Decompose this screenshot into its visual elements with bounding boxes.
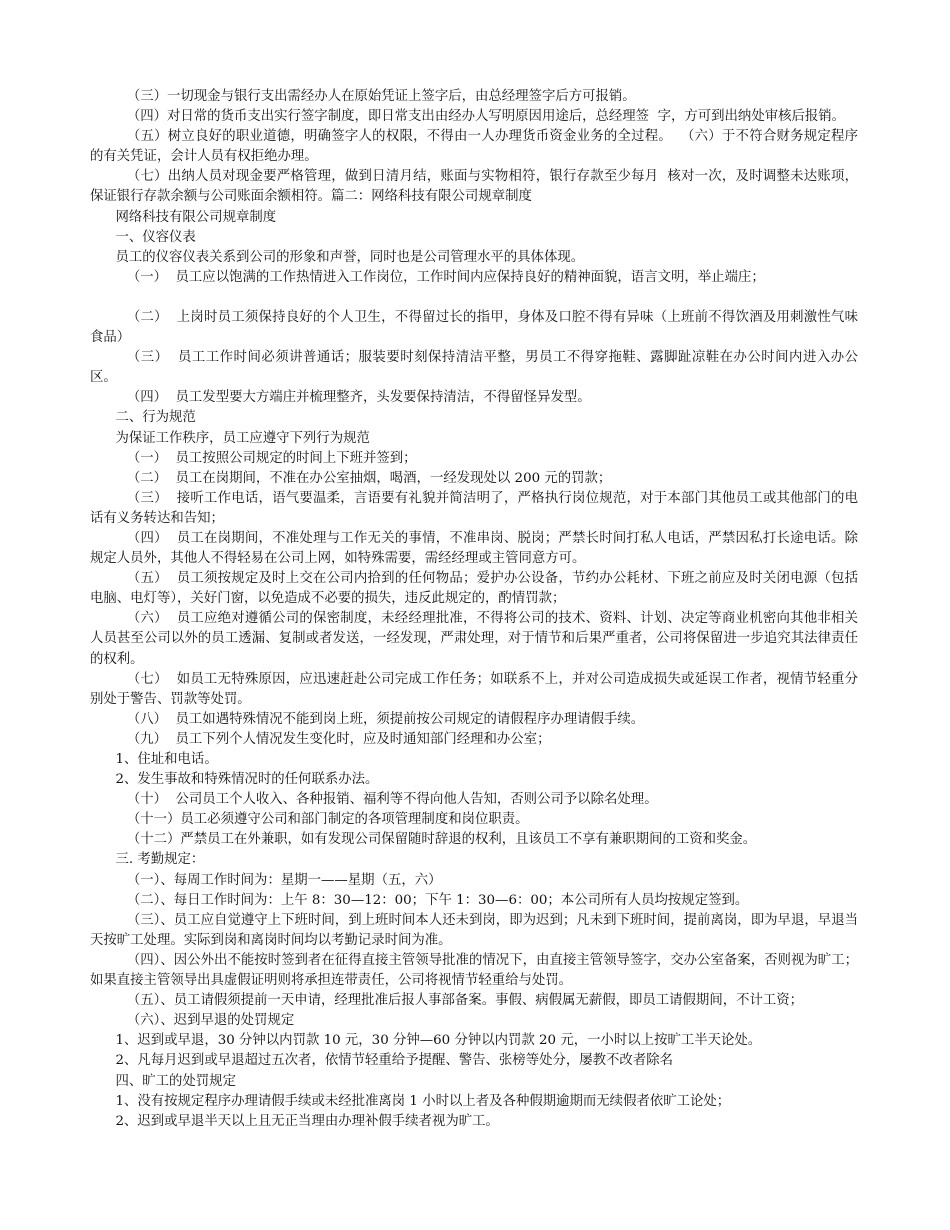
blank-line (90, 288, 858, 308)
paragraph: （三） 接听工作电话，语气要温柔，言语要有礼貌并简洁明了，严格执行岗位规范，对于本部门其他员工或其他部门的电话有义务转达和告知； (90, 490, 858, 526)
paragraph: （三） 员工工作时间必须讲普通话；服装要时刻保持清洁平整，男员工不得穿拖鞋、露脚趾凉鞋在办公时间内进入办公区。 (90, 350, 858, 386)
paragraph: （七）出纳人员对现金要严格管理，做到日清月结，账面与实物相符，银行存款至少每月 核对一次，及时调整未达账项，保证银行存款余额与公司账面余额相符。篇二：网络科技有限公司规章制度 (90, 169, 858, 205)
paragraph: （四）、因公外出不能按时签到者在征得直接主管领导批准的情况下，由直接主管领导签字，交办公室备案，否则视为旷工；如果直接主管领导出具虚假证明则将承担连带责任，公司将视情节轻重给与处罚。 (90, 952, 858, 989)
list-item: 2、发生事故和特殊情况时的任何联系办法。 (115, 772, 379, 788)
paragraph: （三）、员工应自觉遵守上下班时间，到上班时间本人还未到岗，即为迟到；凡未到下班时间，提前离岗，即为早退，早退当天按旷工处理。实际到岗和离岗时间均以考勤记录时间为准。 (90, 912, 858, 948)
paragraph: （三）一切现金与银行支出需经办人在原始凭证上签字后，由总经理签字后方可报销。 (126, 89, 636, 104)
paragraph: （十一）员工必须遵守公司和部门制定的各项管理制度和岗位职责。 (126, 812, 529, 828)
list-item: 1、迟到或早退，30 分钟以内罚款 10 元，30 分钟—60 分钟以内罚款 20 元，一小时以上按旷工半天论处。 (115, 1033, 762, 1049)
section-heading: 三. 考勤规定： (115, 852, 205, 868)
paragraph: （六） 员工应绝对遵循公司的保密制度，未经经理批准，不得将公司的技术、资料、计划、决定等商业机密向其他非相关人员甚至公司以外的员工透漏、复制或者发送，一经发现，严肃处理，对于情节和后果严重者，公司将保留进一步追究其法律责任的权利。 (90, 611, 858, 667)
paragraph: （五）树立良好的职业道德，明确签字人的权限，不得由一人办理货币资金业务的全过程。 （六）于不符合财务规定程序的有关凭证，会计人员有权拒绝办理。 (90, 129, 858, 165)
document-title: 网络科技有限公司规章制度 (115, 209, 277, 225)
list-item: 2、迟到或早退半天以上且无正当理由办理补假手续者视为旷工。 (115, 1113, 499, 1129)
paragraph: （五）、员工请假须提前一天申请，经理批准后报人事部备案。事假、病假属无薪假，即员工请假期间，不计工资； (126, 993, 804, 1009)
paragraph: （一） 员工按照公司规定的时间上下班并签到； (126, 450, 417, 466)
list-item: 1、没有按规定程序办理请假手续或未经批准离岗 1 小时以上者及各种假期逾期而无续假者依旷工论处； (115, 1093, 731, 1109)
paragraph: 员工的仪容仪表关系到公司的形象和声誉，同时也是公司管理水平的具体体现。 (115, 249, 585, 265)
paragraph: （二） 上岗时员工须保持良好的个人卫生，不得留过长的指甲，身体及口腔不得有异味（上班前不得饮酒及用刺激性气味食品） (90, 309, 858, 346)
paragraph: （八） 员工如遇特殊情况不能到岗上班，须提前按公司规定的请假程序办理请假手续。 (126, 711, 645, 727)
list-item: 1、住址和电话。 (115, 752, 218, 767)
paragraph: （九） 员工下列个人情况发生变化时，应及时通知部门经理和办公室； (126, 731, 551, 747)
section-heading: 二、行为规范 (115, 410, 196, 426)
section-heading: 一、仪容仪表 (115, 229, 196, 245)
paragraph: （六）、迟到早退的处罚规定 (126, 1013, 295, 1029)
paragraph: （一）、每周工作时间为：星期一——星期（五，六） (126, 872, 442, 888)
section-heading: 四、旷工的处罚规定 (115, 1073, 236, 1089)
paragraph: （二） 员工在岗期间，不准在办公室抽烟，喝酒，一经发现处以 200 元的罚款； (126, 470, 612, 486)
paragraph: 为保证工作秩序，员工应遵守下列行为规范 (115, 430, 370, 446)
paragraph: （四） 员工在岗期间，不准处理与工作无关的事情，不准串岗、脱岗；严禁长时间打私人电话，严禁因私打长途电话。除规定人员外，其他人不得轻易在公司上网，如特殊需要，需经经理或主管同意方可。 (90, 530, 858, 567)
paragraph: （五） 员工须按规定及时上交在公司内拾到的任何物品；爱护办公设备，节约办公耗材、下班之前应及时关闭电源（包括电脑、电灯等），关好门窗，以免造成不必要的损失，违反此规定的，酌情罚款； (90, 571, 858, 607)
paragraph: （四） 员工发型要大方端庄并梳理整齐，头发要保持清洁，不得留怪异发型。 (126, 390, 591, 406)
paragraph: （四）对日常的货币支出实行签字制度，即日常支出由经办人写明原因用途后，总经理签 字，方可到出纳处审核后报销。 (126, 109, 846, 125)
paragraph: （十二）严禁员工在外兼职，如有发现公司保留随时辞退的权利，且该员工不享有兼职期间的工资和奖金。 (126, 832, 757, 848)
paragraph: （一） 员工应以饱满的工作热情进入工作岗位，工作时间内应保持良好的精神面貌，语言文明，举止端庄； (126, 269, 765, 285)
paragraph: （七） 如员工无特殊原因，应迅速赶赴公司完成工作任务；如联系不上，并对公司造成损失或延误工作者，视情节轻重分别处于警告、罚款等处罚。 (90, 671, 858, 707)
list-item: 2、凡每月迟到或早退超过五次者，依情节轻重给予提醒、警告、张榜等处分，屡教不改者除名 (115, 1053, 673, 1069)
paragraph: （十） 公司员工个人收入、各种报销、福利等不得向他人告知，否则公司予以除名处理。 (126, 792, 658, 808)
paragraph: （二）、每日工作时间为：上午 8：30—12：00；下午 1：30—6：00；本公司所有人员均按规定签到。 (126, 892, 749, 908)
